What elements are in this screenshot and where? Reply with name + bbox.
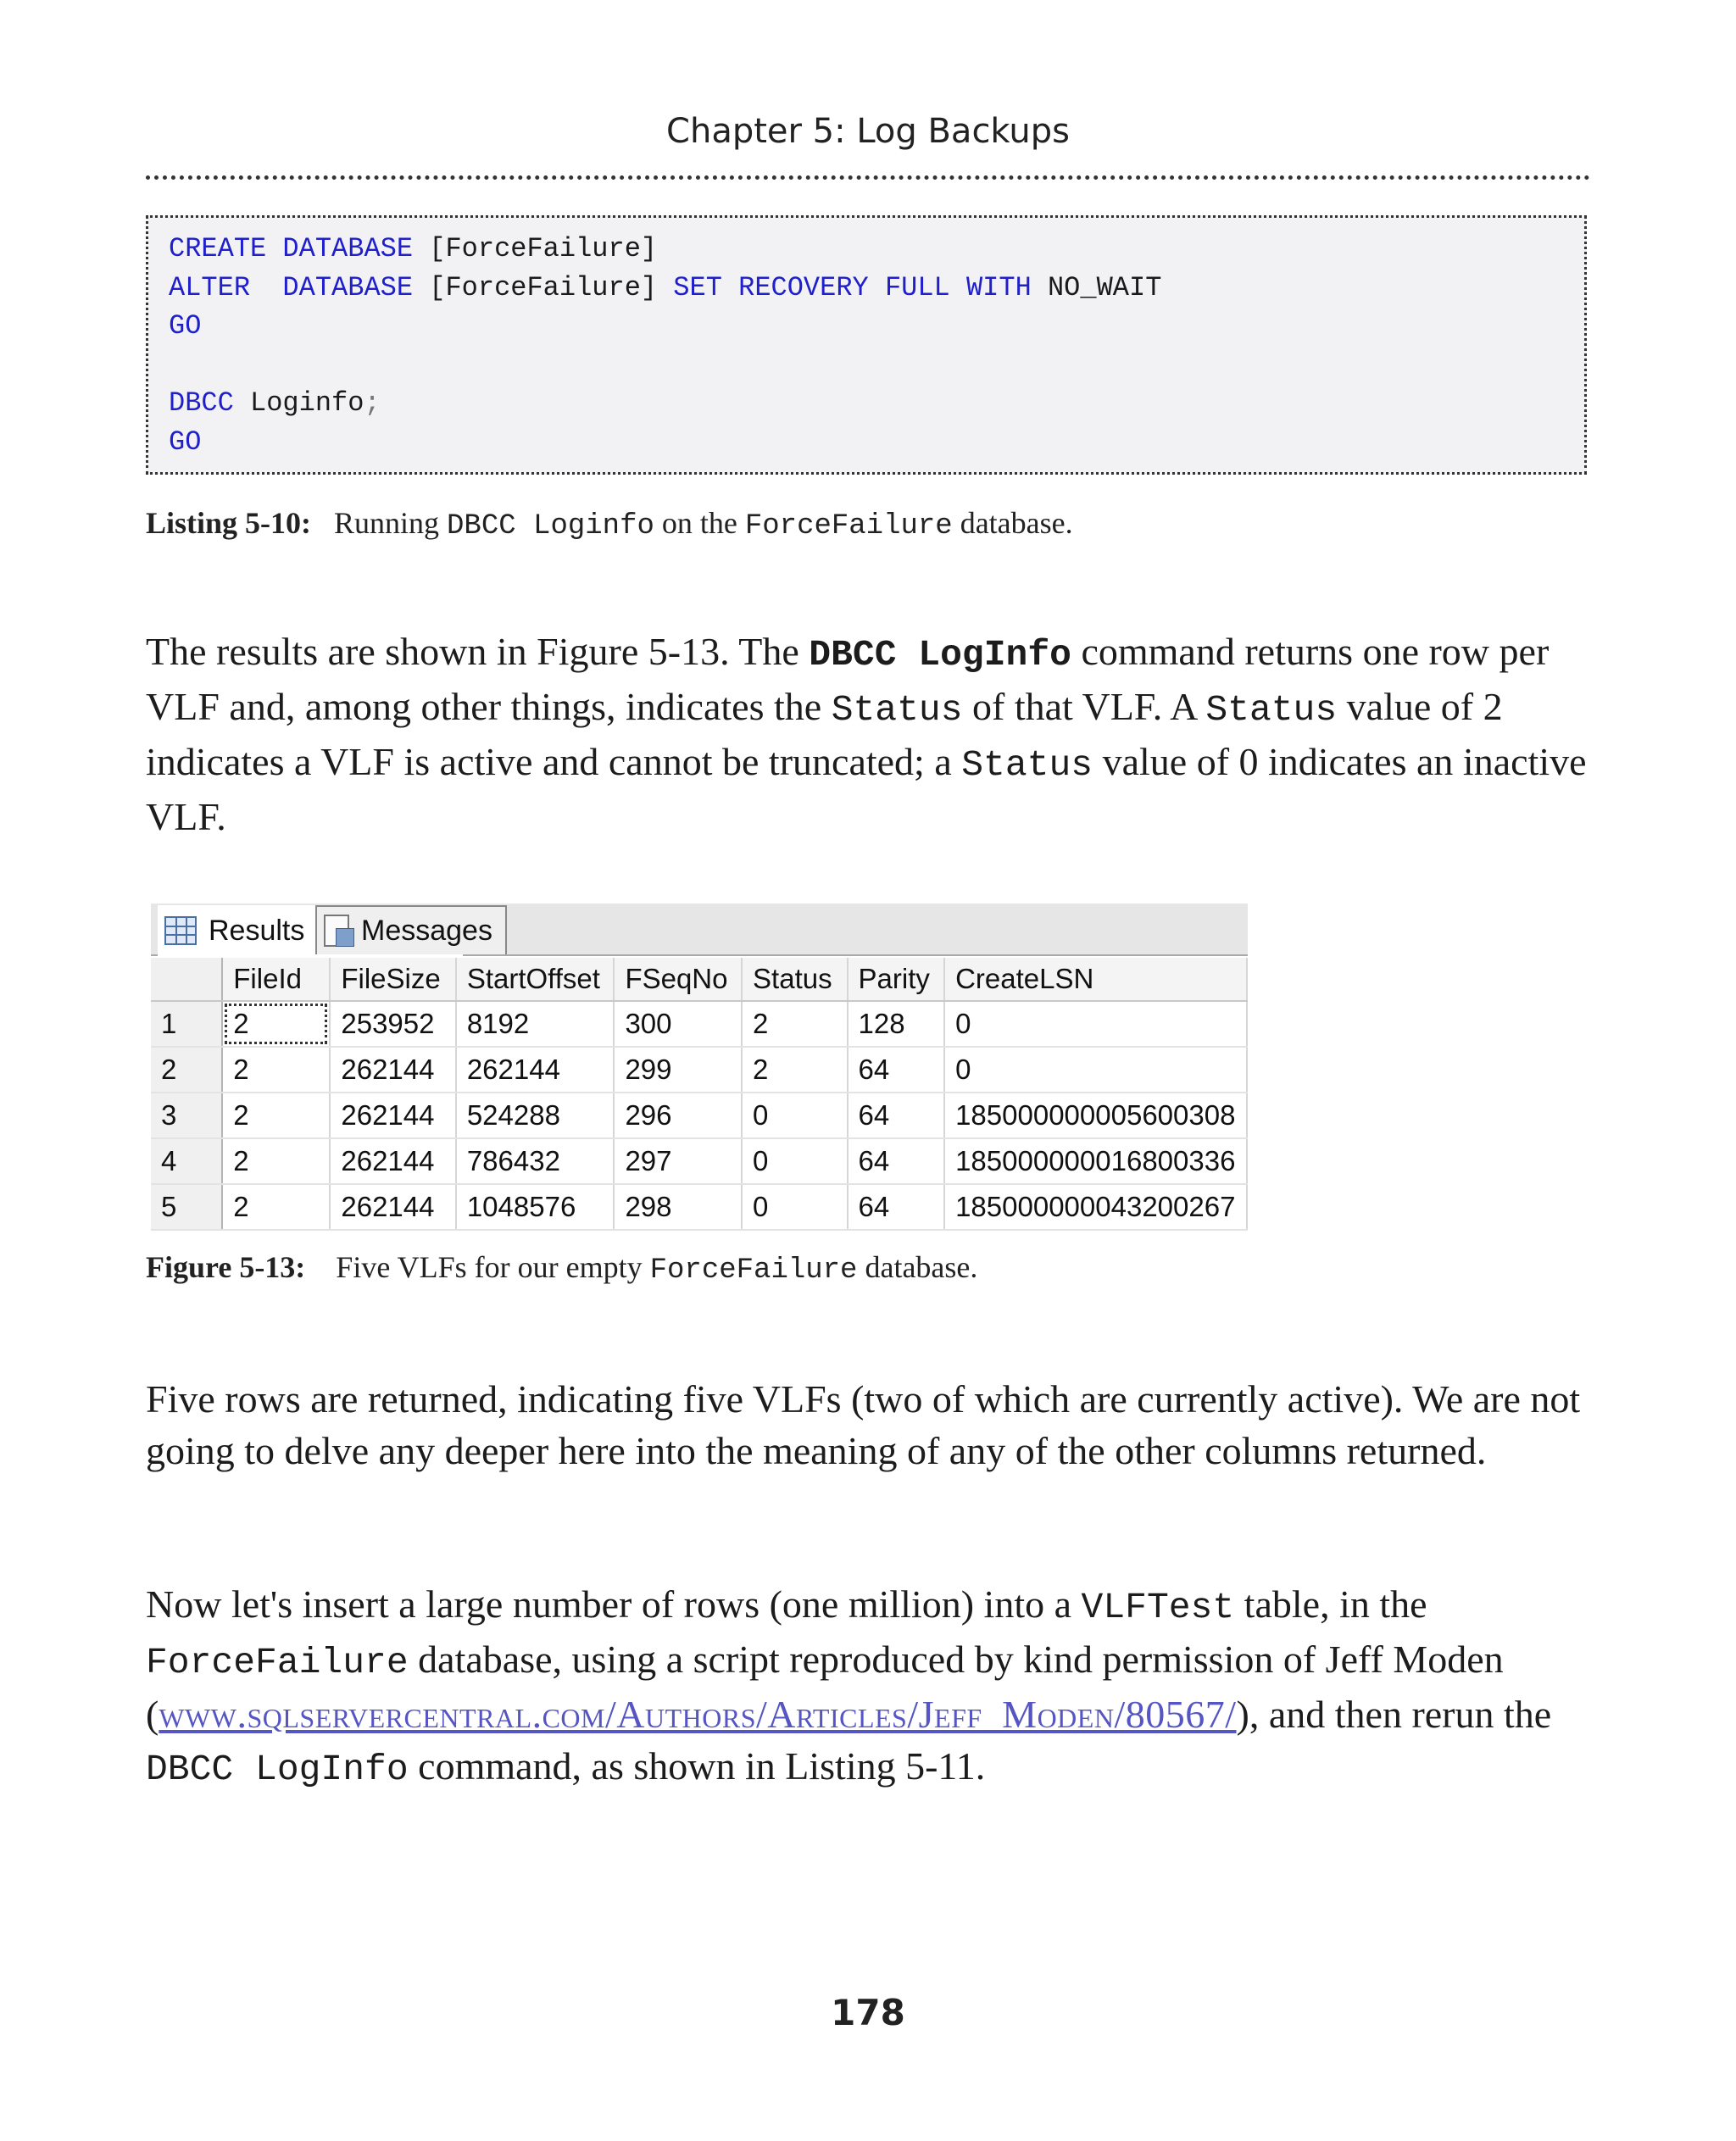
code-text: Loginfo [233, 387, 364, 419]
figure-caption-text-1: Five VLFs for our empty [336, 1250, 650, 1284]
paragraph-text: database, using a script reproduced by kind permission of Jeff Moden ( [146, 1638, 1504, 1736]
paragraph-text: command, as shown in Listing 5-11. [408, 1744, 986, 1788]
paragraph-text: value of 0 indicates an inactive VLF. [146, 740, 1587, 838]
url-link[interactable]: www.sqlservercentral.com/Authors/Articles/Jeff_Moden/80567/ [159, 1693, 1237, 1736]
row-number-cell[interactable]: 3 [151, 1093, 222, 1138]
paragraph-text: ), and then rerun the [1236, 1693, 1552, 1736]
table-header-row [151, 958, 1247, 1001]
table-cell[interactable]: 185000000005600308 [944, 1093, 1247, 1138]
column-header[interactable]: FileSize [330, 958, 455, 1001]
table-cell[interactable]: 64 [848, 1138, 945, 1184]
listing-caption-code-1: DBCC Loginfo [447, 510, 654, 542]
paragraph-five-rows: Five rows are returned, indicating five VLFs (two of which are currently active). We are not going to delve any deeper here into the meaning of any of the other columns returned. [146, 1377, 1581, 1472]
paragraph-results-intro [146, 626, 1604, 842]
table-cell[interactable]: 297 [614, 1138, 742, 1184]
results-table [151, 958, 1248, 1231]
table-cell[interactable]: 262144 [330, 1138, 455, 1184]
table-cell[interactable]: 0 [742, 1093, 847, 1138]
messages-icon [324, 915, 349, 947]
inline-code: Status [1205, 689, 1338, 731]
table-cell[interactable]: 2 [222, 1047, 330, 1093]
inline-code: DBCC LogInfo [809, 634, 1071, 676]
grid-icon [164, 916, 197, 945]
figure-caption [146, 1249, 977, 1287]
table-row[interactable] [151, 1184, 1247, 1230]
paragraph-text: value of 2 indicates a VLF is active and cannot be truncated; a [146, 685, 1503, 783]
column-header[interactable]: CreateLSN [944, 958, 1247, 1001]
table-cell[interactable]: 2 [222, 1138, 330, 1184]
table-cell[interactable]: 2 [222, 1001, 330, 1047]
row-number-cell[interactable]: 1 [151, 1001, 222, 1047]
tab-messages-label: Messages [361, 914, 492, 947]
table-cell[interactable]: 0 [944, 1047, 1247, 1093]
table-cell[interactable]: 786432 [456, 1138, 615, 1184]
paragraph-text: Now let's insert a large number of rows (one million) into a [146, 1582, 1082, 1626]
code-listing [146, 215, 1587, 475]
table-cell[interactable]: 8192 [456, 1001, 615, 1047]
table-row[interactable] [151, 1138, 1247, 1184]
header-rule [146, 175, 1590, 180]
listing-caption-code-2: ForceFailure [744, 510, 953, 542]
code-keyword: ALTER DATABASE [169, 271, 414, 303]
code-text: ; [364, 387, 381, 419]
listing-caption-text-1: Running [334, 506, 448, 540]
code-line [169, 384, 381, 422]
inline-code: VLFTest [1081, 1587, 1235, 1628]
inline-code: DBCC LogInfo [146, 1749, 409, 1790]
listing-caption-label: Listing 5-10: [146, 506, 312, 540]
code-text: NO_WAIT [1031, 271, 1162, 303]
table-cell[interactable]: 2 [742, 1001, 847, 1047]
code-line [169, 230, 657, 268]
code-keyword: GO [169, 310, 202, 342]
tab-results-label: Results [209, 914, 305, 947]
column-header[interactable]: FileId [222, 958, 330, 1001]
code-line [169, 423, 201, 461]
column-header[interactable]: StartOffset [456, 958, 615, 1001]
inline-code: Status [961, 744, 1093, 786]
paragraph-insert-rows [146, 1578, 1612, 1795]
table-cell[interactable]: 299 [614, 1047, 742, 1093]
inline-code: Status [831, 689, 963, 731]
listing-caption-text-2: on the [654, 506, 745, 540]
table-row[interactable] [151, 1001, 1247, 1047]
table-cell[interactable]: 185000000016800336 [944, 1138, 1247, 1184]
table-cell[interactable]: 253952 [330, 1001, 455, 1047]
table-cell[interactable]: 0 [944, 1001, 1247, 1047]
table-cell[interactable]: 128 [848, 1001, 945, 1047]
code-text: [ForceFailure] [413, 233, 658, 264]
table-cell[interactable]: 524288 [456, 1093, 615, 1138]
results-grid-screenshot [151, 904, 1248, 1231]
table-cell[interactable]: 296 [614, 1093, 742, 1138]
tab-messages[interactable] [315, 905, 507, 954]
paragraph-text: table, in the [1234, 1582, 1427, 1626]
paragraph-text: The results are shown in Figure 5-13. The [146, 630, 810, 673]
table-cell[interactable]: 262144 [330, 1184, 455, 1230]
code-text: [ForceFailure] [413, 271, 674, 303]
listing-caption [146, 505, 1073, 542]
paragraph-text: command returns one row per VLF and, among other things, indicates the [146, 630, 1550, 728]
table-cell[interactable]: 64 [848, 1184, 945, 1230]
table-cell[interactable]: 185000000043200267 [944, 1184, 1247, 1230]
column-header[interactable]: FSeqNo [614, 958, 742, 1001]
inline-code: ForceFailure [146, 1642, 409, 1683]
running-header: Chapter 5: Log Backups [666, 112, 1070, 151]
figure-caption-text-2: database. [857, 1250, 978, 1284]
table-cell[interactable]: 298 [614, 1184, 742, 1230]
row-number-cell[interactable]: 2 [151, 1047, 222, 1093]
table-cell[interactable]: 262144 [330, 1047, 455, 1093]
row-number-cell[interactable]: 4 [151, 1138, 222, 1184]
column-header[interactable]: Parity [848, 958, 945, 1001]
code-keyword: CREATE DATABASE [169, 233, 414, 264]
row-number-header[interactable] [151, 958, 222, 1001]
listing-caption-text-3: database. [952, 506, 1073, 540]
table-row[interactable] [151, 1047, 1247, 1093]
results-tab-bar [151, 904, 1248, 956]
code-keyword: GO [169, 425, 202, 458]
table-cell[interactable]: 64 [848, 1093, 945, 1138]
row-number-cell[interactable]: 5 [151, 1184, 222, 1230]
page-number: 178 [831, 1992, 905, 2033]
column-header[interactable]: Status [742, 958, 847, 1001]
figure-caption-code: ForceFailure [649, 1254, 858, 1287]
table-cell[interactable]: 2 [742, 1047, 847, 1093]
table-cell[interactable]: 0 [742, 1184, 847, 1230]
figure-caption-label: Figure 5-13: [146, 1250, 306, 1284]
table-cell[interactable]: 2 [222, 1184, 330, 1230]
table-cell[interactable]: 262144 [456, 1047, 615, 1093]
table-row[interactable] [151, 1093, 1247, 1138]
paragraph-text: of that VLF. A [962, 685, 1206, 728]
table-cell[interactable]: 1048576 [456, 1184, 615, 1230]
code-keyword: SET RECOVERY FULL WITH [673, 271, 1032, 303]
code-line [169, 307, 201, 345]
code-keyword: DBCC [169, 387, 234, 419]
table-cell[interactable]: 262144 [330, 1093, 455, 1138]
table-cell[interactable]: 300 [614, 1001, 742, 1047]
code-line [169, 269, 1161, 307]
table-cell[interactable]: 0 [742, 1138, 847, 1184]
table-cell[interactable]: 64 [848, 1047, 945, 1093]
table-cell[interactable]: 2 [222, 1093, 330, 1138]
